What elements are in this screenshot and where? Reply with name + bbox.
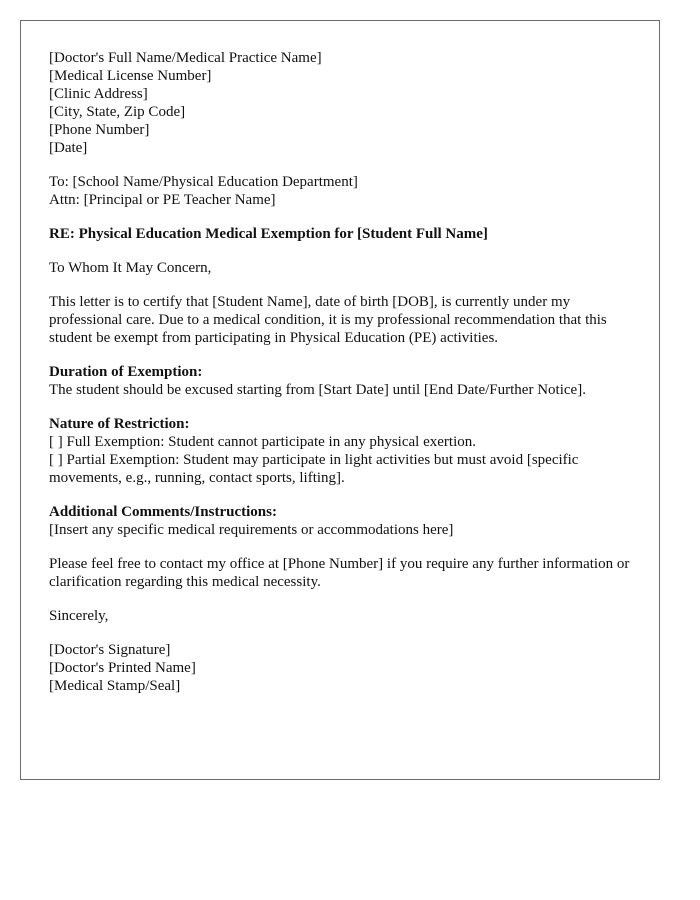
date-line: [Date] xyxy=(49,140,88,156)
full-exemption-option: [ ] Full Exemption: Student cannot participate in any physical exertion. xyxy=(49,434,476,450)
recipient-attn: Attn: [Principal or PE Teacher Name] xyxy=(49,192,276,208)
recipient-block xyxy=(49,173,639,209)
restriction-heading: Nature of Restriction: xyxy=(49,416,190,432)
letter-content xyxy=(49,49,639,695)
comments-text: [Insert any specific medical requirements or accommodations here] xyxy=(49,522,454,538)
duration-heading: Duration of Exemption: xyxy=(49,364,203,380)
doctor-name-line: [Doctor's Full Name/Medical Practice Name] xyxy=(49,50,322,66)
duration-text: The student should be excused starting from [Start Date] until [End Date/Further Notice]. xyxy=(49,382,586,398)
license-number-line: [Medical License Number] xyxy=(49,68,212,84)
letter-page xyxy=(20,20,660,780)
restriction-section xyxy=(49,415,639,487)
phone-number-line: [Phone Number] xyxy=(49,122,150,138)
comments-heading: Additional Comments/Instructions: xyxy=(49,504,277,520)
comments-section xyxy=(49,503,639,539)
doctor-signature-line: [Doctor's Signature] xyxy=(49,642,171,658)
doctor-printed-name-line: [Doctor's Printed Name] xyxy=(49,660,196,676)
medical-stamp-line: [Medical Stamp/Seal] xyxy=(49,678,181,694)
salutation: To Whom It May Concern, xyxy=(49,260,212,276)
partial-exemption-option: [ ] Partial Exemption: Student may participate in light activities but must avoid [specific movements, e.g., running, contact sports, lifting]. xyxy=(49,452,579,486)
city-state-zip-line: [City, State, Zip Code] xyxy=(49,104,186,120)
intro-paragraph: This letter is to certify that [Student Name], date of birth [DOB], is currently under my professional care. Due to a medical condition, it is my professional recommendation that this student be exempt from participating in Physical Education (PE) activities. xyxy=(49,294,607,346)
doctor-header xyxy=(49,49,639,157)
contact-paragraph: Please feel free to contact my office at [Phone Number] if you require any further information or clarification regarding this medical necessity. xyxy=(49,556,630,590)
subject-line: RE: Physical Education Medical Exemption for [Student Full Name] xyxy=(49,226,488,242)
duration-section xyxy=(49,363,639,399)
signature-block xyxy=(49,641,639,695)
clinic-address-line: [Clinic Address] xyxy=(49,86,148,102)
closing: Sincerely, xyxy=(49,608,109,624)
recipient-to: To: [School Name/Physical Education Department] xyxy=(49,174,358,190)
